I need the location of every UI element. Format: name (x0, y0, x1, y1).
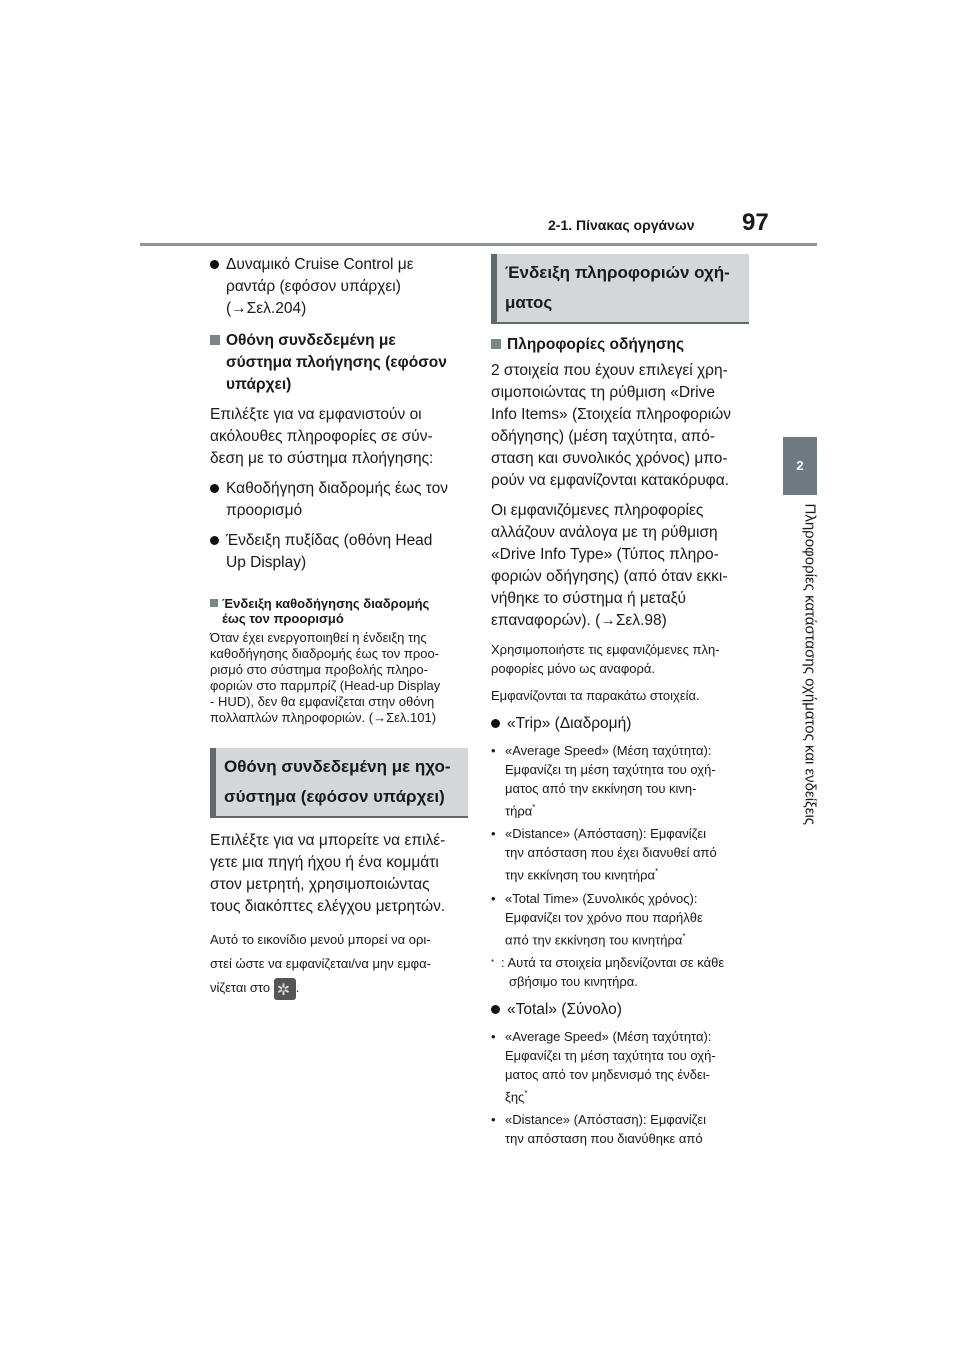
note-icon-menu: Αυτό το εικονίδιο μενού μπορεί να ορι- στεί ώστε να εμφανίζεται/να μην εμφα- νίζεται στο ✲ . (210, 928, 468, 1000)
trip-total-time: • «Total Time» (Συνολικός χρόνος): Εμφανίζει τον χρόνο που παρήλθε από την εκκίνηση του κινητήρα* (491, 890, 703, 947)
footnote: * : Αυτά τα στοιχεία μηδενίζονται σε κάθε σβήσιμο του κινητήρα. (491, 954, 725, 989)
section-box-audio: Οθόνη συνδεδεμένη με ηχο- σύστημα (εφόσον υπάρχει) (210, 748, 468, 818)
chapter-tab: 2 (783, 437, 817, 495)
paragraph-drive-items: 2 στοιχεία που έχουν επιλεγεί χρη- σιμοποιώντας τη ρύθμιση «Drive Info Items» (Στοιχεία πληροφοριών οδήγησης) (μέση ταχύτητα, από- σταση και συνολικός χρόνος) μπο- ρούν να εμφανίζονται κατακόρυφα. (491, 362, 731, 489)
trip-average-speed: • «Average Speed» (Μέση ταχύτητα): Εμφανίζει τη μέση ταχύτητα του οχή- ματος από την εκκίνηση του κινη- τήρα* (491, 743, 716, 819)
right-column (491, 254, 749, 1148)
heading-nav-screen: Οθόνη συνδεδεμένη με σύστημα πλοήγησης (εφόσον υπάρχει) (210, 330, 468, 396)
bullet-route-guidance: Καθοδήγηση διαδρομής έως τον προορισμό (210, 478, 468, 522)
square-marker-icon (491, 339, 501, 349)
bullet-total: «Total» (Σύνολο) (491, 999, 749, 1021)
bullet-compass: Ένδειξη πυξίδας (οθόνη Head Up Display) (210, 530, 468, 574)
section-box-vehicle-info: Ένδειξη πληροφοριών οχή- ματος (491, 254, 749, 324)
total-distance: • «Distance» (Απόσταση): Εμφανίζει την απόσταση που διανύθηκε από (491, 1112, 707, 1147)
bullet-trip: «Trip» (Διαδρομή) (491, 713, 749, 735)
bullet-dot-icon (210, 484, 219, 493)
paragraph-drive-type: Οι εμφανιζόμενες πληροφορίες αλλάζουν ανάλογα με τη ρύθμιση «Drive Info Type» (Τύπος πληρο- φοριών οδήγησης) (από όταν εκκι- νήθηκε το σύστημα ή μεταξύ επαναφορών). (→Σελ.98) (491, 502, 728, 629)
settings-gear-icon (274, 978, 296, 1000)
paragraph-audio: Επιλέξτε για να μπορείτε να επιλέ- γετε μια πηγή ήχου ή ένα κομμάτι στον μετρητή, χρησιμοποιώντας τους διακόπτες ελέγχου μετρητών. (210, 832, 446, 915)
bullet-dot-icon (491, 1005, 500, 1014)
bullet-dot-icon (210, 536, 219, 545)
left-column (210, 254, 468, 1000)
square-marker-icon (210, 599, 218, 607)
square-marker-icon (210, 335, 220, 345)
bullet-cruise: Δυναμικό Cruise Control με ραντάρ (εφόσον υπάρχει) (→Σελ.204) (210, 254, 468, 320)
bullet-dot-icon (491, 719, 500, 728)
heading-drive-info: Πληροφορίες οδήγησης (491, 334, 749, 356)
note-items: Εμφανίζονται τα παρακάτω στοιχεία. (491, 688, 700, 703)
heading-route-display: Ένδειξη καθοδήγησης διαδρομής έως τον προορισμό (210, 596, 468, 626)
note-reference: Χρησιμοποιήστε τις εμφανιζόμενες πλη- ροφορίες μόνο ως αναφορά. (491, 642, 720, 676)
page-number: 97 (742, 209, 769, 236)
header-rule (140, 243, 817, 246)
section-title: 2-1. Πίνακας οργάνων (548, 217, 695, 233)
trip-distance: • «Distance» (Απόσταση): Εμφανίζει την απόσταση που έχει διανυθεί από την εκκίνηση του κινητήρα* (491, 826, 717, 883)
chapter-side-label: Πληροφορίες κατάστασης οχήματος και ενδείξεις (801, 503, 819, 826)
paragraph-nav: Επιλέξτε για να εμφανιστούν οι ακόλουθες πληροφορίες σε σύν- δεση με το σύστημα πλοήγησης: (210, 406, 434, 467)
bullet-dot-icon (210, 260, 219, 269)
total-average-speed: • «Average Speed» (Μέση ταχύτητα): Εμφανίζει τη μέση ταχύτητα του οχή- ματος από τον μηδενισμό της ένδει- ξης* (491, 1028, 716, 1105)
note-hud: Όταν έχει ενεργοποιηθεί η ένδειξη της καθοδήγησης διαδρομής έως τον προο- ρισμό στο σύστημα προβολής πληρο- φοριών στο παρμπρίζ (Head-up Display - HUD), δεν θα εμφανίζεται στην οθόνη πολλαπλών πληροφοριών. (→Σελ.101) (210, 630, 441, 725)
